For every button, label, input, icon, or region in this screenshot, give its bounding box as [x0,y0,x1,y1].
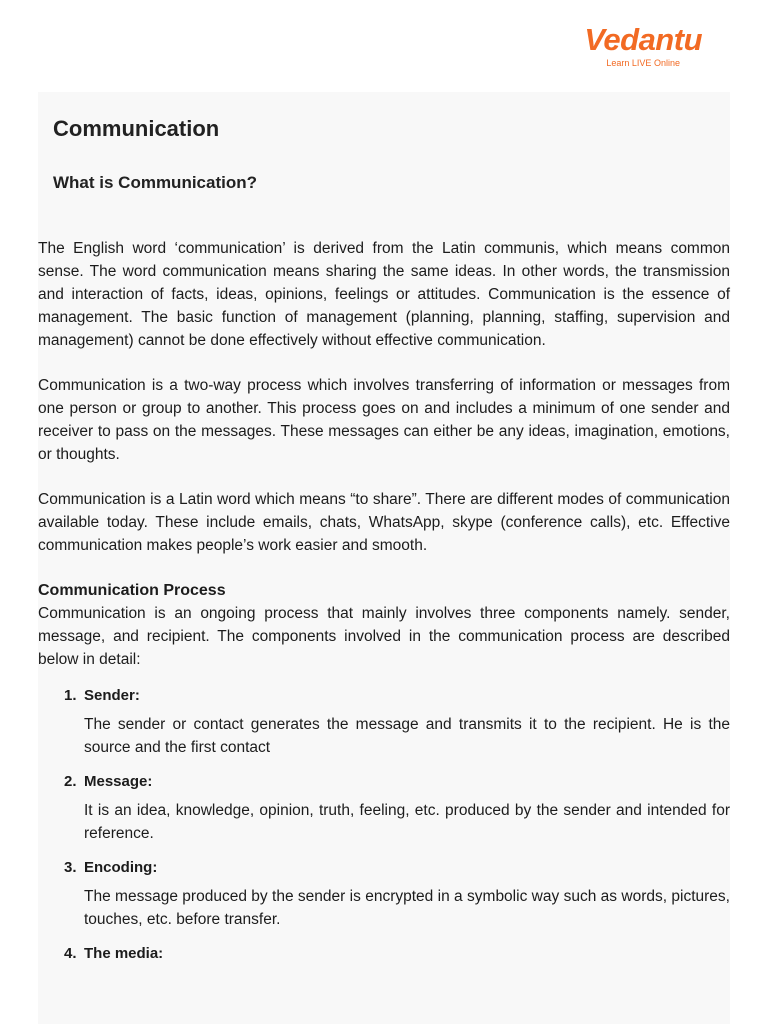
paragraph-etymology: The English word ‘communication’ is derived from the Latin communis, which means common sense. The word communication means sharing the same ideas. In other words, the transmission and interaction of facts, ideas, opinions, feelings or attitudes. Communication is the essence of management. The basic function of management (planning, planning, staffing, supervision and management) cannot be done effectively without effective communication. [38,240,730,349]
document-body [38,237,730,977]
list-item-media [38,943,730,965]
list-item-description: It is an idea, knowledge, opinion, truth, feeling, etc. produced by the sender and intended for reference. [84,802,730,842]
paragraph-two-way-process: Communication is a two-way process which involves transferring of information or messages from one person or group to another. This process goes on and includes a minimum of one sender and receiver to pass on the messages. These messages can either be any ideas, imagination, emotions, or thoughts. [38,377,730,463]
process-intro: Communication is an ongoing process that mainly involves three components namely. sender, message, and recipient. The components involved in the communication process are described below in detail: [38,605,730,668]
list-item-number: 3. [64,859,77,876]
list-item-label: Sender: [84,687,140,704]
list-item-label: Message: [84,773,153,790]
vedantu-logo [584,24,702,68]
page-title: Communication [53,116,220,141]
list-item-encoding [38,857,730,931]
paragraph-latin-word: Communication is a Latin word which means “to share”. There are different modes of communication available today. These include emails, chats, WhatsApp, skype (conference calls), etc. Effective communication makes people’s work easier and smooth. [38,491,730,554]
list-item-message [38,771,730,845]
list-item-number: 2. [64,773,77,790]
document-page [38,92,730,1024]
logo-wordmark: Vedantu [584,22,702,57]
list-item-sender [38,685,730,759]
list-item-description: The message produced by the sender is encrypted in a symbolic way such as words, pictures, touches, etc. before transfer. [84,888,730,928]
list-item-number: 4. [64,945,77,962]
logo-tagline: Learn LIVE Online [606,58,680,68]
section-heading-process: Communication Process [38,582,226,599]
list-item-number: 1. [64,687,77,704]
list-item-label: Encoding: [84,859,158,876]
page-subtitle: What is Communication? [53,173,257,192]
list-item-description: The sender or contact generates the message and transmits it to the recipient. He is the source and the first contact [84,716,730,756]
list-item-label: The media: [84,945,164,962]
